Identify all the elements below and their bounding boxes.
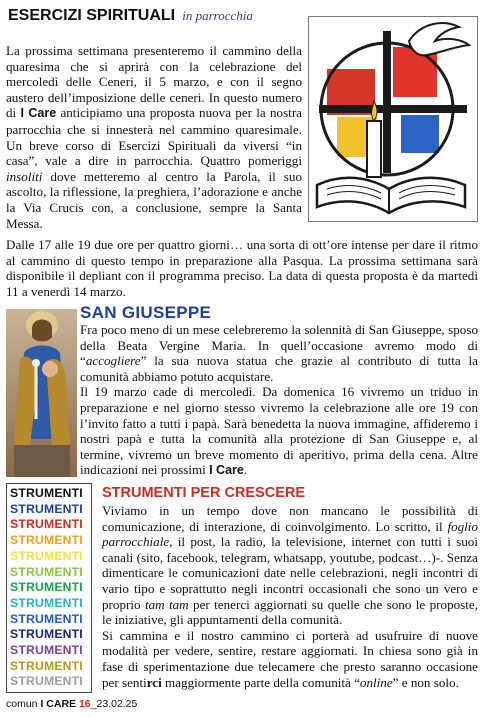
strumenti-body xyxy=(102,503,478,690)
strumenti-word-8: STRUMENTI xyxy=(10,595,83,610)
esercizi-italic-insoliti: insoliti xyxy=(6,168,43,184)
footer-issue-number: 16 xyxy=(78,698,91,710)
sg-italic-accogliere: accogliere xyxy=(85,353,141,369)
sp-text-c: per tenerci aggiornati su quelle che sono le proposte, le iniziative, gli appuntamenti della comunità. xyxy=(102,596,478,628)
strumenti-word-13: STRUMENTI xyxy=(10,674,83,689)
esercizi-text-b: anticipiamo una proposta nuova per la nostra parrocchia che si innesterà nel cammino quaresimale. Un breve corso di Esercizi Spirituali da viversi “in casa”, vale a dire in parrocchia. Quattro pomeriggi xyxy=(6,105,302,169)
sg-text-d: . xyxy=(243,462,248,478)
sp-italic-foglio: foglio parrocchiale xyxy=(102,518,478,550)
strumenti-word-10: STRUMENTI xyxy=(10,627,83,642)
strumenti-word-7: STRUMENTI xyxy=(10,580,83,595)
esercizi-text-c: dove metteremo al centro la Parola, il suo ascolto, la riflessione, la preghiera, l’adorazione e anche la Via Crucis con, a conclusione, sempre la Santa Messa. xyxy=(6,168,302,231)
sp-text-b: , il post, la radio, la televisione, internet con tutti i suoi canali (sito, facebook, telegram, whatsapp, youtube, podcast…)-. Senza dimenticare le comunicazioni date nelle celebrazioni, negli incontri di vario tipo e soprattutto negli incontri occasionali che sono un vero e proprio xyxy=(102,534,478,612)
strumenti-color-box xyxy=(6,483,92,693)
dove-cross-candle-icon xyxy=(309,17,477,221)
sp-text-e: maggiormente parte della comunità “ xyxy=(161,674,360,690)
sp-text-a: Viviamo in un tempo dove non mancano le possibilità di comunicazione, di interazione, di coinvolgimento. Lo scritto, il xyxy=(102,503,478,534)
sg-text-b: ” la sua nuova statua che grazie al contributo di tutta la comunità abbiamo potuto acquistare. xyxy=(80,353,478,384)
esercizi-title: ESERCIZI SPIRITUALI xyxy=(8,7,176,24)
strumenti-word-6: STRUMENTI xyxy=(10,564,83,579)
icare-brand: I Care xyxy=(20,106,57,121)
strumenti-word-5: STRUMENTI xyxy=(10,548,83,563)
strumenti-title: STRUMENTI PER CRESCERE xyxy=(102,485,306,501)
esercizi-subtitle: in parrocchia xyxy=(182,8,253,23)
esercizi-text-a: La prossima settimana presenteremo il cammino della quaresima che si aprirà con la celebrazione del mercoledì delle Ceneri, il 5 marzo, e con il segno austero dell’imposizione delle ceneri. In questo numero di xyxy=(6,43,302,121)
strumenti-word-3: STRUMENTI xyxy=(10,517,83,532)
strumenti-paragraph-2 xyxy=(102,628,478,690)
footer-prefix: comun xyxy=(6,698,38,710)
esercizi-paragraph-1 xyxy=(6,43,302,231)
strumenti-paragraph-1 xyxy=(102,503,478,628)
san-giuseppe-statue-icon xyxy=(6,309,77,477)
strumenti-word-4: STRUMENTI xyxy=(10,533,83,548)
footer-date: _23.02.25 xyxy=(90,698,138,710)
san-giuseppe-photo xyxy=(6,309,77,477)
strumenti-word-11: STRUMENTI xyxy=(10,643,83,658)
san-giuseppe-paragraph-2 xyxy=(80,384,478,479)
strumenti-word-9: STRUMENTI xyxy=(10,611,83,626)
footer-brand: I CARE xyxy=(40,698,77,710)
sg-text-c: Il 19 marzo cade di mercoledì. Da domenica 16 vivremo un triduo in preparazione e nel giorno stesso vivremo la celebrazione alle ore 19 con l’invito fatto a tutti i papà. Sarà benedetta la nuova immagine, affideremo i nostri papà e tutta la comunità alla protezione di San Giuseppe e, al termine, vivremo un breve momento di aperitivo, prima della cena. Altre indicazioni nei prossimi xyxy=(80,384,478,478)
strumenti-word-2: STRUMENTI xyxy=(10,501,83,516)
sg-text-a: Fra poco meno di un mese celebreremo la solennità di San Giuseppe, sposo della Beata Vergine Maria. In quell’occasione avremo modo di “ xyxy=(80,322,478,369)
sp-text-d: Si cammina e il nostro cammino ci porterà ad usufruire di nuove modalità per vedere, sentire, restare aggiornati. In chiesa sono già in fase di sperimentazione due telecamere che presto saranno occasione per senti xyxy=(102,627,478,690)
esercizi-paragraph-2: Dalle 17 alle 19 due ore per quattro giorni… una sorta di ott’ore intense per dare il ritmo al cammino di questo tempo in preparazione alla Pasqua. La prossima settimana sarà disponibile il depliant con il programma preciso. La data di questa proposta è da martedì 11 a venerdì 14 marzo. xyxy=(6,237,478,299)
sp-bold-rci: rci xyxy=(146,674,162,690)
san-giuseppe-title: SAN GIUSEPPE xyxy=(80,303,212,322)
sp-italic-tamtam: tam tam xyxy=(144,596,189,612)
icare-brand-2: I Care xyxy=(209,463,244,478)
sp-text-f: ” e non solo. xyxy=(392,674,459,690)
strumenti-word-1: STRUMENTI xyxy=(10,486,83,500)
san-giuseppe-body xyxy=(80,322,478,479)
section-esercizi-title xyxy=(8,5,308,25)
strumenti-word-12: STRUMENTI xyxy=(10,658,83,673)
dove-cross-candle-illustration xyxy=(308,16,478,222)
sp-italic-online: online xyxy=(359,674,393,690)
page-footer xyxy=(6,698,137,710)
san-giuseppe-paragraph-1 xyxy=(80,322,478,384)
